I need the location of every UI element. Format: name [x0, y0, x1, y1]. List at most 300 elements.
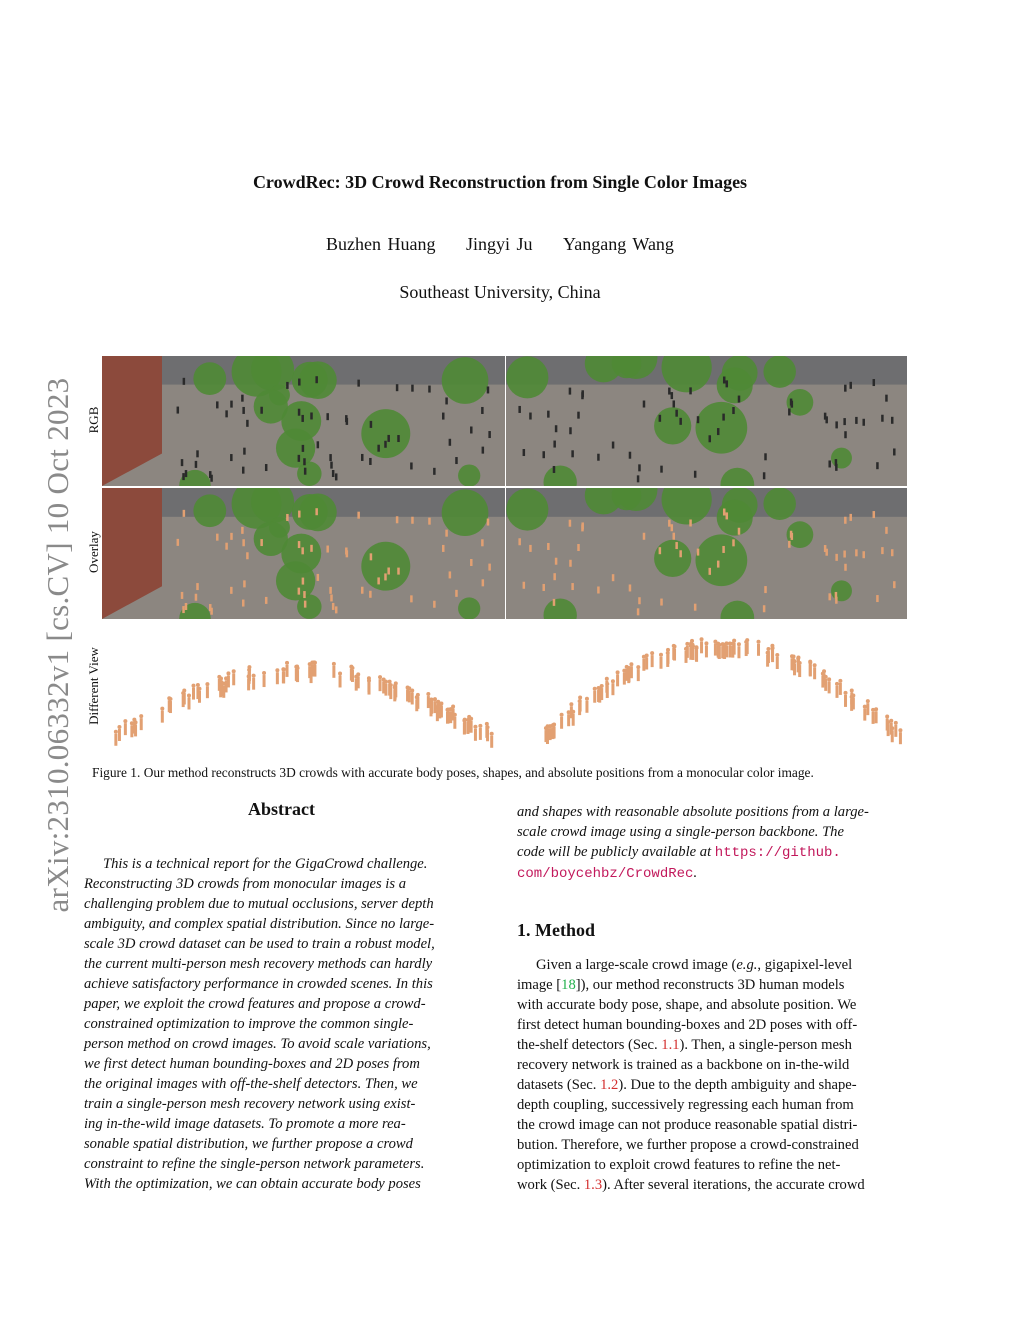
person-mark: [335, 473, 338, 480]
person-mark: [298, 511, 301, 518]
reconstructed-person: [205, 682, 209, 698]
person-mark: [361, 454, 364, 461]
person-mark: [301, 415, 304, 422]
person-mark: [246, 420, 249, 427]
reconstructed-person: [721, 643, 725, 659]
reconstructed-person: [731, 642, 735, 658]
person-mark: [433, 601, 436, 608]
reconstructed-person: [798, 661, 802, 677]
person-mark: [881, 415, 884, 422]
person-mark: [671, 524, 674, 531]
person-mark: [482, 447, 485, 454]
person-mark: [764, 586, 767, 593]
person-mark: [488, 431, 491, 438]
reconstructed-person: [406, 685, 410, 701]
reconstructed-person: [704, 641, 708, 657]
reconstructed-person: [309, 667, 313, 683]
reconstructed-person: [770, 644, 774, 660]
reconstructed-person: [384, 680, 388, 696]
person-mark: [260, 407, 263, 414]
reconstructed-person: [808, 660, 812, 676]
author-name: Yangang Wang: [563, 234, 674, 254]
person-mark: [330, 594, 333, 601]
person-mark: [185, 603, 188, 610]
person-mark: [569, 388, 572, 395]
text: ). Due to the depth ambiguity and shape-: [618, 1077, 857, 1093]
abstract-line: achieve satisfactory performance in crowded scenes. In this: [84, 976, 433, 992]
tree: [763, 356, 795, 388]
person-mark: [301, 547, 304, 554]
person-mark: [790, 399, 793, 406]
person-mark: [455, 457, 458, 464]
text: the-shelf detectors (Sec.: [517, 1037, 662, 1053]
abstract-line: scale 3D crowd dataset can be used to train a robust model,: [84, 936, 435, 952]
reconstructed-person: [642, 655, 646, 671]
person-mark: [788, 408, 791, 415]
person-mark: [182, 473, 185, 480]
person-mark: [304, 601, 307, 608]
reconstructed-person: [224, 676, 228, 692]
github-link[interactable]: https://github.: [714, 845, 841, 861]
reconstructed-person: [666, 648, 670, 664]
reconstructed-person: [717, 643, 721, 659]
person-mark: [723, 377, 726, 384]
person-mark: [445, 397, 448, 404]
person-mark: [553, 573, 556, 580]
reconstructed-person: [478, 724, 482, 740]
person-mark: [675, 410, 678, 417]
person-mark: [555, 558, 558, 565]
abstract-line: [517, 863, 912, 884]
person-mark: [242, 467, 245, 474]
reconstructed-person: [252, 674, 256, 690]
person-mark: [569, 427, 572, 434]
reconstructed-person: [426, 692, 430, 708]
reconstructed-person: [182, 689, 186, 705]
abstract-line: challenging problem due to mutual occlusions, server depth: [84, 896, 434, 912]
reconstructed-person: [863, 705, 867, 721]
person-mark: [689, 387, 692, 394]
abstract-line: [517, 842, 912, 863]
person-mark: [660, 599, 663, 606]
tree: [361, 542, 410, 591]
person-mark: [225, 543, 228, 550]
abstract-heading: Abstract: [248, 799, 315, 819]
person-mark: [844, 431, 847, 438]
person-mark: [835, 554, 838, 561]
person-mark: [196, 583, 199, 590]
method-line: [517, 1075, 912, 1095]
reconstructed-person: [132, 718, 136, 734]
person-mark: [216, 401, 219, 408]
person-mark: [265, 464, 268, 471]
person-mark: [637, 608, 640, 615]
person-mark: [487, 519, 490, 526]
person-mark: [697, 416, 700, 423]
person-mark: [195, 461, 198, 468]
reconstructed-person: [160, 707, 164, 723]
abstract-line: constraint to refine the single-person network parameters.: [84, 1156, 425, 1172]
reconstructed-person: [394, 681, 398, 697]
method-line: depth coupling, successively regressing each human from: [517, 1097, 854, 1113]
row-label-rgb: RGB: [86, 406, 101, 434]
person-mark: [855, 417, 858, 424]
reconstructed-person: [571, 710, 575, 726]
person-mark: [242, 600, 245, 607]
text: ]), our method reconstructs 3D human models: [575, 977, 845, 993]
reconstructed-person: [598, 687, 602, 703]
reconstructed-person: [232, 669, 236, 685]
person-mark: [326, 546, 329, 553]
person-mark: [230, 454, 233, 461]
person-mark: [843, 551, 846, 558]
person-mark: [357, 380, 360, 387]
person-mark: [709, 435, 712, 442]
person-mark: [738, 396, 741, 403]
person-mark: [881, 547, 884, 554]
person-mark: [597, 587, 600, 594]
person-mark: [722, 414, 725, 421]
person-mark: [470, 559, 473, 566]
person-mark: [243, 580, 246, 587]
person-mark: [581, 392, 584, 399]
reconstructed-person: [430, 698, 434, 714]
person-mark: [209, 471, 212, 478]
reconstructed-person: [332, 662, 336, 678]
tree: [717, 367, 753, 403]
reconstructed-person: [636, 665, 640, 681]
reconstructed-person: [453, 713, 457, 729]
abstract-body: [84, 854, 479, 1194]
person-mark: [673, 533, 676, 540]
person-mark: [732, 539, 735, 546]
reconstructed-person: [114, 730, 118, 746]
person-mark: [764, 453, 767, 460]
person-mark: [242, 539, 245, 546]
person-mark: [862, 419, 865, 426]
different-view-render: [102, 622, 907, 750]
person-mark: [668, 520, 671, 527]
person-mark: [571, 450, 574, 457]
tree: [276, 561, 315, 600]
person-mark: [547, 543, 550, 550]
section-heading-method: 1. Method: [517, 920, 595, 940]
person-mark: [369, 458, 372, 465]
person-mark: [298, 541, 301, 548]
person-mark: [445, 530, 448, 537]
person-mark: [694, 471, 697, 478]
text: image [: [517, 977, 562, 993]
person-mark: [369, 591, 372, 598]
reconstructed-person: [838, 679, 842, 695]
text: ). After several iterations, the accurate crowd: [602, 1177, 865, 1193]
person-mark: [260, 539, 263, 546]
reconstructed-person: [593, 687, 597, 703]
reconstructed-person: [835, 682, 839, 698]
person-mark: [529, 413, 532, 420]
different-view-canvas: [102, 622, 907, 750]
person-mark: [302, 445, 305, 452]
person-mark: [849, 382, 852, 389]
row-label-overlay: Overlay: [86, 531, 101, 573]
person-mark: [638, 597, 641, 604]
reconstructed-person: [220, 680, 224, 696]
person-mark: [553, 599, 556, 606]
person-mark: [722, 546, 725, 553]
reconstructed-person: [886, 720, 890, 736]
person-mark: [717, 561, 720, 568]
author-list: [0, 234, 1000, 255]
person-mark: [763, 472, 766, 479]
person-mark: [298, 455, 301, 462]
person-mark: [885, 395, 888, 402]
person-mark: [629, 452, 632, 459]
person-mark: [675, 542, 678, 549]
reconstructed-person: [123, 719, 127, 735]
tree: [458, 597, 480, 619]
github-link[interactable]: com/boycehbz/CrowdRec: [517, 866, 694, 882]
tree: [193, 362, 226, 395]
method-line: with accurate body pose, shape, and absolute position. We: [517, 997, 857, 1013]
person-mark: [241, 527, 244, 534]
reconstructed-person: [548, 724, 552, 740]
person-mark: [835, 464, 838, 471]
abstract-line: ing in-the-wild image datasets. To promote a more rea-: [84, 1116, 406, 1132]
person-mark: [763, 605, 766, 612]
scene-photo: [102, 356, 505, 486]
text-italic: e.g.: [736, 957, 758, 973]
reconstructed-person: [689, 641, 693, 657]
person-mark: [225, 410, 228, 417]
person-mark: [177, 539, 180, 546]
person-mark: [397, 568, 400, 575]
reconstructed-person: [168, 697, 172, 713]
reconstructed-person: [659, 653, 663, 669]
person-mark: [315, 376, 318, 383]
person-mark: [828, 460, 831, 467]
person-mark: [569, 520, 572, 527]
abstract-line: constrained optimization to improve the common single-: [84, 1016, 414, 1032]
person-mark: [673, 400, 676, 407]
arxiv-identifier: arXiv:2310.06332v1 [cs.CV] 10 Oct 2023: [40, 377, 75, 913]
person-mark: [612, 442, 615, 449]
reconstructed-person: [766, 647, 770, 663]
reconstructed-person: [813, 663, 817, 679]
person-mark: [843, 418, 846, 425]
person-mark: [876, 462, 879, 469]
person-mark: [569, 560, 572, 567]
tree: [506, 488, 548, 530]
reconstructed-person: [700, 637, 704, 653]
person-mark: [230, 401, 233, 408]
reconstructed-person: [824, 675, 828, 691]
person-mark: [862, 551, 865, 558]
reconstructed-person: [338, 671, 342, 687]
reconstructed-person: [616, 670, 620, 686]
reconstructed-person: [296, 666, 300, 682]
reconstructed-person: [827, 677, 831, 693]
tree: [506, 356, 548, 398]
person-mark: [329, 454, 332, 461]
reconstructed-person: [775, 653, 779, 669]
person-mark: [723, 509, 726, 516]
reconstructed-person: [745, 638, 749, 654]
person-mark: [835, 597, 838, 604]
reconstructed-person: [757, 640, 761, 656]
tree: [695, 534, 747, 586]
rgb-image-right: [506, 356, 907, 486]
person-mark: [332, 603, 335, 610]
abstract-line: With the optimization, we can obtain accurate body poses: [84, 1176, 421, 1192]
person-mark: [370, 421, 373, 428]
reconstructed-person: [247, 668, 251, 684]
person-mark: [668, 388, 671, 395]
person-mark: [855, 549, 858, 556]
author-name: Jingyi Ju: [466, 234, 533, 254]
reconstructed-person: [695, 646, 699, 662]
person-mark: [581, 524, 584, 531]
tree: [695, 402, 747, 454]
person-mark: [182, 606, 185, 613]
reconstructed-person: [367, 679, 371, 695]
abstract-text: .: [693, 865, 698, 881]
reconstructed-person: [187, 693, 191, 709]
person-mark: [679, 550, 682, 557]
person-mark: [555, 425, 558, 432]
person-mark: [396, 516, 399, 523]
person-mark: [449, 571, 452, 578]
abstract-line: scale crowd image using a single-person backbone. The: [517, 824, 844, 840]
person-mark: [637, 475, 640, 482]
person-mark: [449, 439, 452, 446]
abstract-line: This is a technical report for the GigaCrowd challenge.: [103, 856, 428, 872]
reconstructed-person: [560, 713, 564, 729]
reconstructed-person: [281, 667, 285, 683]
person-mark: [844, 564, 847, 571]
person-mark: [612, 574, 615, 581]
section-link[interactable]: 1.2: [600, 1077, 619, 1093]
tree: [442, 357, 489, 404]
person-mark: [732, 407, 735, 414]
person-mark: [547, 411, 550, 418]
person-mark: [298, 409, 301, 416]
person-mark: [397, 435, 400, 442]
person-mark: [241, 395, 244, 402]
person-mark: [638, 464, 641, 471]
reconstructed-person: [685, 642, 689, 658]
person-mark: [788, 541, 791, 548]
person-mark: [679, 418, 682, 425]
reconstructed-person: [354, 675, 358, 691]
tree: [763, 488, 795, 520]
person-mark: [709, 568, 712, 575]
section-link[interactable]: 1.1: [661, 1037, 680, 1053]
overlay-image-right: [506, 488, 907, 619]
person-mark: [790, 531, 793, 538]
scene-photo: [506, 356, 907, 486]
person-mark: [442, 545, 445, 552]
person-mark: [659, 415, 662, 422]
person-mark: [195, 594, 198, 601]
citation-link[interactable]: 18: [561, 977, 576, 993]
reconstructed-person: [285, 661, 289, 677]
reconstructed-person: [898, 728, 902, 744]
abstract-continuation: [517, 802, 912, 884]
abstract-line: we first detect human bounding-boxes and 2D poses from: [84, 1056, 420, 1072]
reconstructed-person: [844, 691, 848, 707]
person-mark: [185, 470, 188, 477]
person-mark: [643, 401, 646, 408]
reconstructed-person: [894, 721, 898, 737]
reconstructed-person: [790, 654, 794, 670]
person-mark: [326, 413, 329, 420]
person-mark: [542, 451, 545, 458]
person-mark: [302, 578, 305, 585]
person-mark: [849, 514, 852, 521]
person-mark: [384, 441, 387, 448]
person-mark: [717, 428, 720, 435]
person-mark: [411, 385, 414, 392]
person-mark: [310, 412, 313, 419]
person-mark: [542, 584, 545, 591]
person-mark: [410, 462, 413, 469]
person-mark: [428, 518, 431, 525]
person-mark: [455, 590, 458, 597]
reconstructed-person: [552, 722, 556, 738]
reconstructed-person: [850, 688, 854, 704]
abstract-line: the current multi-person mesh recovery methods can hardly: [84, 956, 433, 972]
author-name: Buzhen Huang: [326, 234, 436, 254]
tree: [442, 489, 489, 536]
person-mark: [315, 508, 318, 515]
person-mark: [361, 587, 364, 594]
text: work (Sec.: [517, 1177, 584, 1193]
person-mark: [487, 386, 490, 393]
reconstructed-person: [445, 708, 449, 724]
person-mark: [738, 528, 741, 535]
person-mark: [873, 379, 876, 386]
reconstructed-person: [650, 651, 654, 667]
person-mark: [428, 386, 431, 393]
person-mark: [411, 517, 414, 524]
abstract-text: code will be publicly available at: [517, 844, 712, 860]
person-mark: [726, 512, 729, 519]
method-line: recovery network is trained as a backbone on in-the-wild: [517, 1057, 850, 1073]
person-mark: [346, 550, 349, 557]
person-mark: [694, 604, 697, 611]
person-mark: [891, 549, 894, 556]
method-line: the crowd image can not produce reasonable spatial distri-: [517, 1117, 858, 1133]
person-mark: [726, 380, 729, 387]
reconstructed-person: [449, 707, 453, 723]
tree: [654, 540, 691, 577]
paper-title: CrowdRec: 3D Crowd Reconstruction from Single Color Images: [252, 172, 748, 192]
person-mark: [181, 592, 184, 599]
reconstructed-person: [410, 688, 414, 704]
person-mark: [553, 466, 556, 473]
person-mark: [346, 418, 349, 425]
reconstructed-person: [191, 684, 195, 700]
row-label-different-view: Different View: [86, 647, 101, 725]
reconstructed-person: [436, 700, 440, 716]
text: ). Then, a single-person mesh: [679, 1037, 852, 1053]
tree: [361, 409, 410, 458]
section-link[interactable]: 1.3: [583, 1177, 603, 1193]
person-mark: [335, 606, 338, 613]
person-mark: [377, 577, 380, 584]
person-mark: [824, 413, 827, 420]
person-mark: [518, 538, 521, 545]
